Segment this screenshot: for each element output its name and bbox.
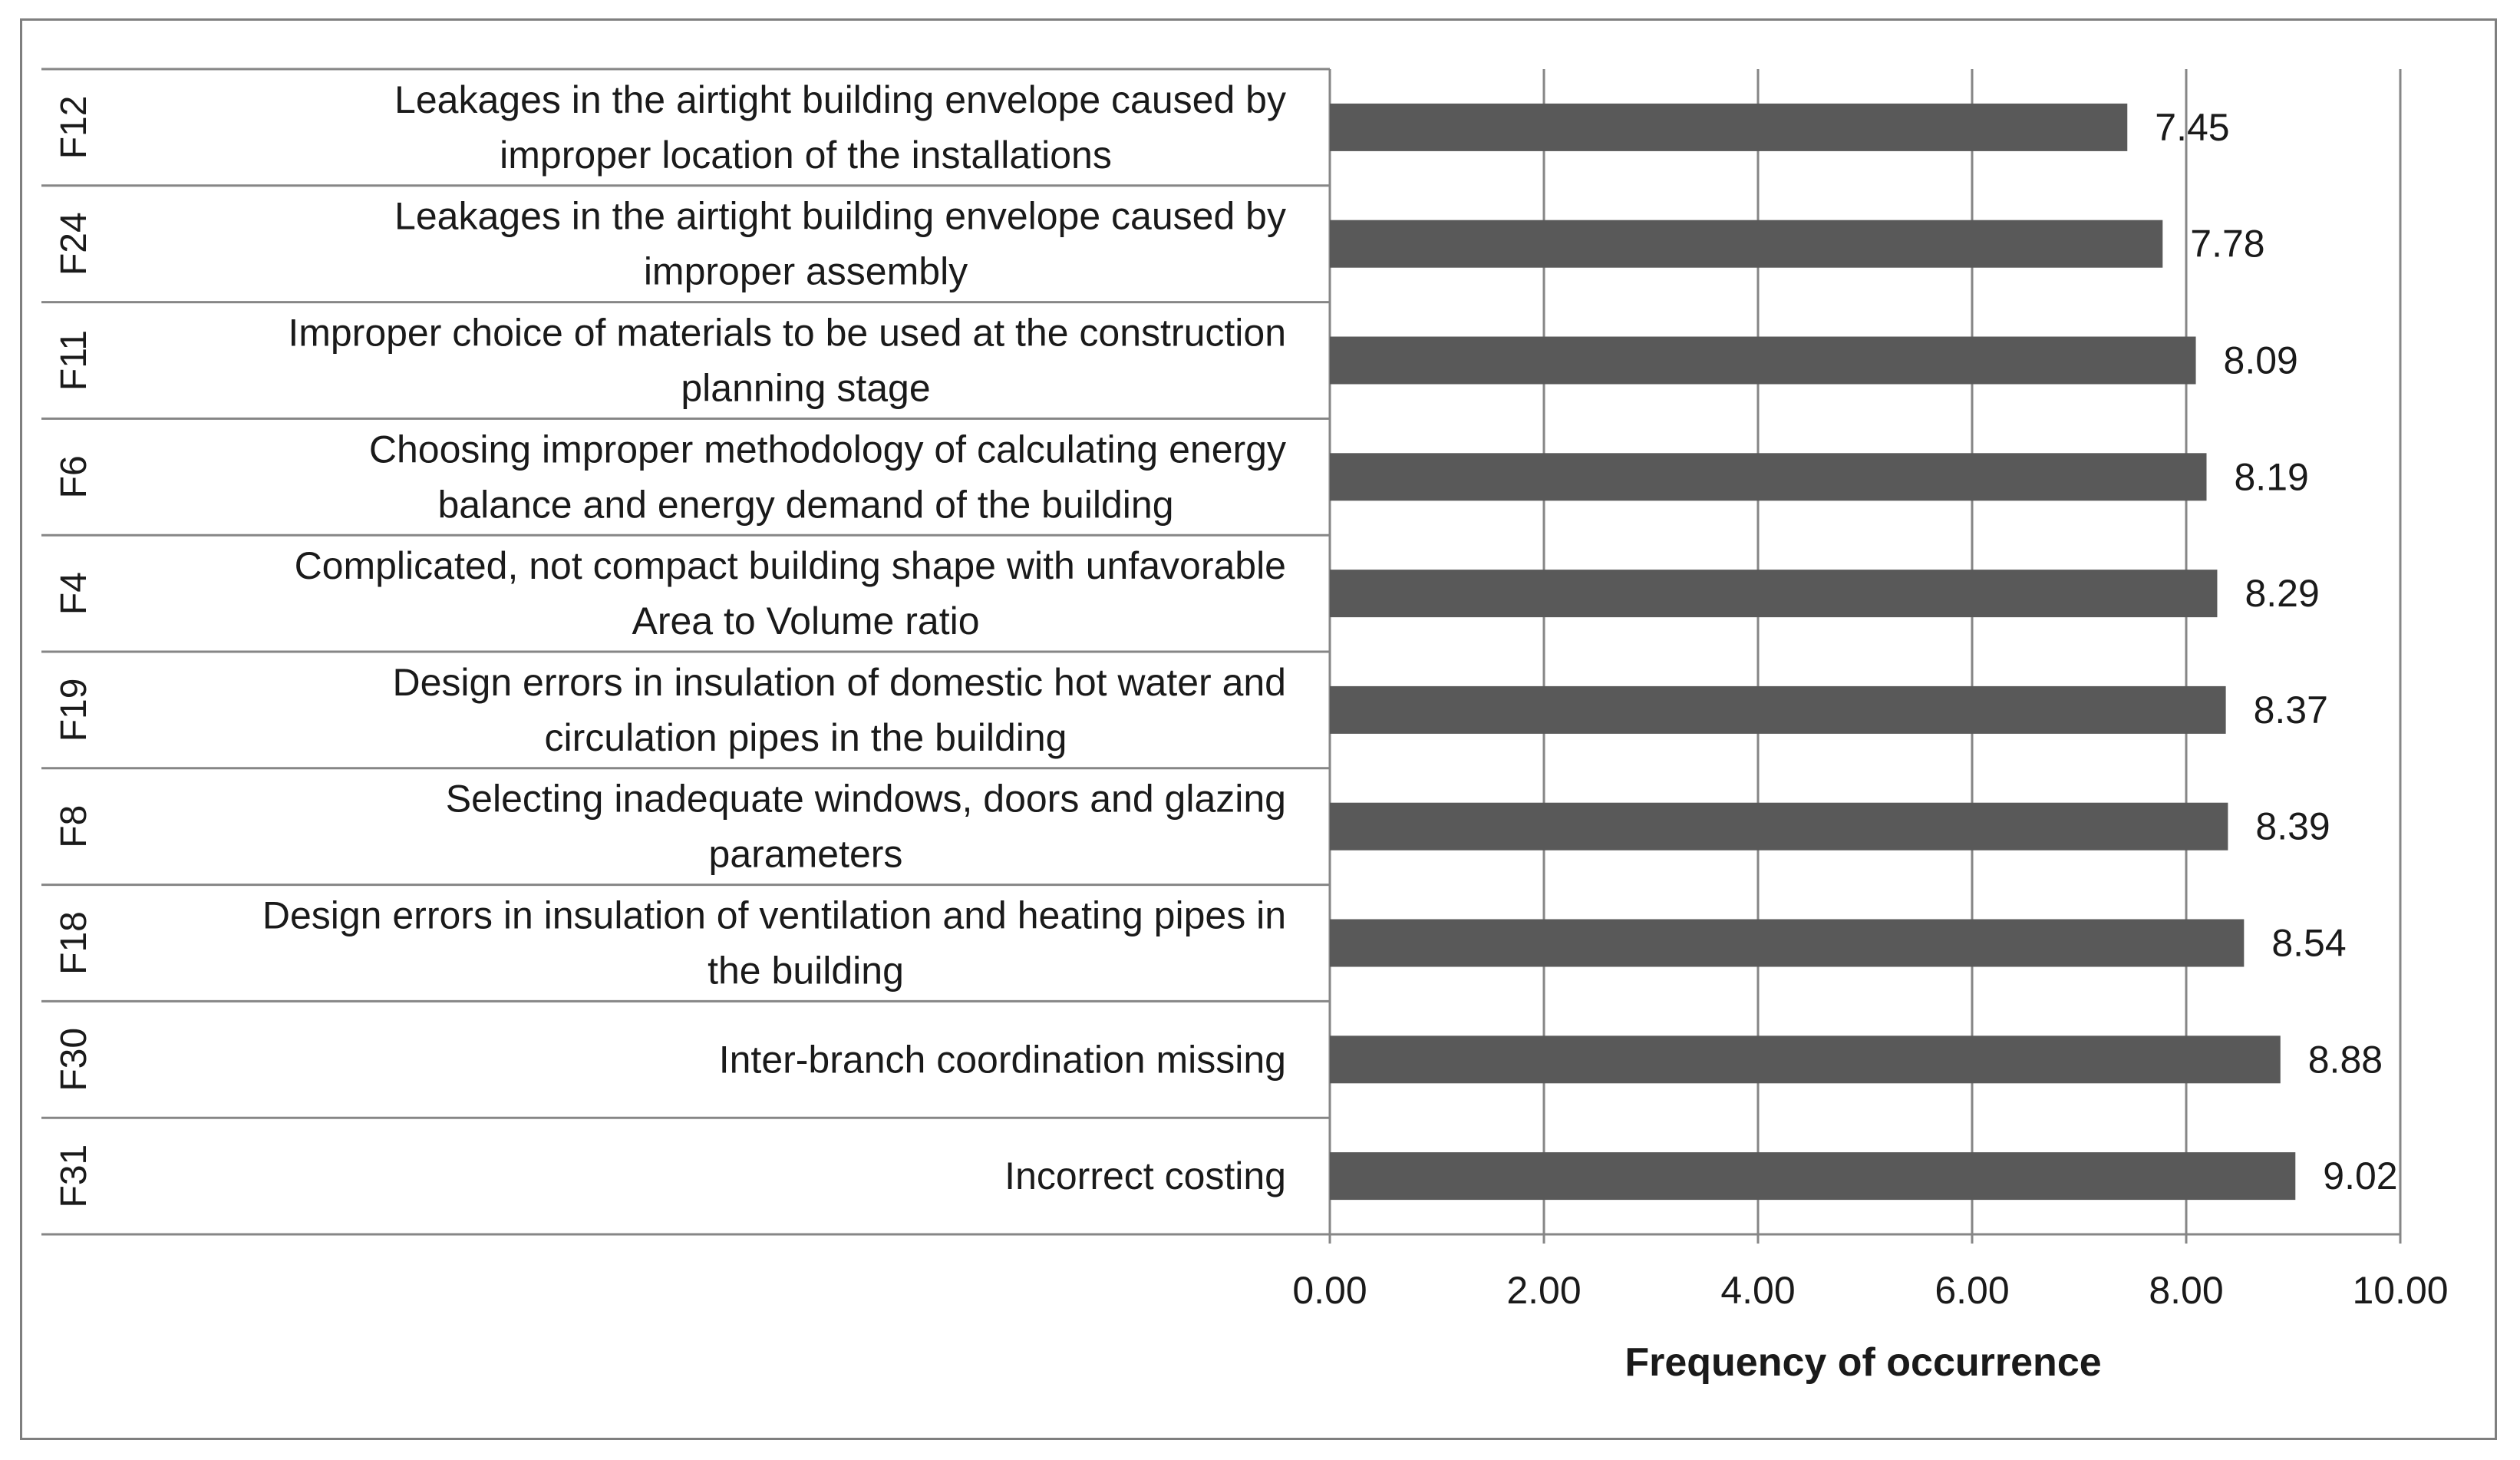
category-description: Leakages in the airtight building envelope caused by	[394, 194, 1286, 238]
data-label: 8.29	[2245, 572, 2320, 616]
data-label: 8.39	[2255, 804, 2330, 848]
category-code: F6	[54, 455, 94, 499]
bar	[1330, 570, 2217, 617]
x-tick-label: 8.00	[2149, 1269, 2224, 1312]
bar	[1330, 453, 2207, 500]
data-label: 8.19	[2234, 455, 2309, 499]
bar	[1330, 337, 2196, 385]
category-description: Incorrect costing	[1004, 1154, 1286, 1198]
category-description: Improper choice of materials to be used at the construction	[288, 311, 1286, 355]
category-code: F30	[54, 1027, 94, 1092]
category-code: F31	[54, 1144, 94, 1208]
x-tick-label: 2.00	[1506, 1269, 1582, 1312]
bars	[1330, 104, 2398, 1200]
category-description: circulation pipes in the building	[544, 715, 1067, 759]
bar	[1330, 220, 2162, 268]
category-description: improper location of the installations	[500, 133, 1112, 177]
category-code: F8	[54, 804, 94, 848]
bar	[1330, 1152, 2295, 1200]
category-description: Complicated, not compact building shape with unfavorable	[294, 544, 1286, 588]
category-code: F24	[54, 212, 94, 276]
data-label: 9.02	[2323, 1154, 2398, 1198]
data-label: 8.37	[2253, 688, 2328, 732]
category-code: F11	[54, 329, 94, 391]
bar	[1330, 686, 2226, 734]
data-label: 7.45	[2155, 105, 2230, 149]
category-description: Leakages in the airtight building envelope caused by	[394, 78, 1286, 121]
category-code: F4	[54, 572, 94, 616]
category-code: F12	[54, 95, 94, 160]
category-description: improper assembly	[643, 249, 968, 293]
category-description: parameters	[708, 832, 903, 876]
x-axis-ticks	[1292, 1269, 2448, 1312]
bar	[1330, 803, 2228, 851]
category-description: Choosing improper methodology of calculating energy	[368, 428, 1286, 471]
category-description: balance and energy demand of the building	[437, 483, 1174, 527]
bar	[1330, 1036, 2281, 1083]
data-label: 8.09	[2223, 339, 2298, 382]
x-tick-label: 6.00	[1935, 1269, 2010, 1312]
category-description: planning stage	[681, 366, 931, 410]
category-code: F19	[54, 678, 94, 742]
data-label: 8.54	[2271, 921, 2347, 965]
category-description: Design errors in insulation of domestic hot water and	[392, 660, 1286, 704]
x-tick-label: 0.00	[1292, 1269, 1367, 1312]
category-description: Inter-branch coordination missing	[718, 1038, 1286, 1082]
x-axis-title: Frequency of occurrence	[1624, 1340, 2102, 1385]
x-tick-label: 4.00	[1720, 1269, 1796, 1312]
data-label: 8.88	[2307, 1038, 2383, 1082]
bar	[1330, 920, 2244, 967]
category-description: Selecting inadequate windows, doors and glazing	[445, 777, 1286, 821]
category-description: the building	[708, 949, 904, 993]
category-description: Area to Volume ratio	[632, 600, 980, 643]
bar	[1330, 104, 2127, 151]
category-code: F18	[54, 911, 94, 975]
category-description: Design errors in insulation of ventilation and heating pipes in	[262, 894, 1286, 937]
data-label: 7.78	[2190, 222, 2265, 266]
x-tick-label: 10.00	[2352, 1269, 2449, 1312]
